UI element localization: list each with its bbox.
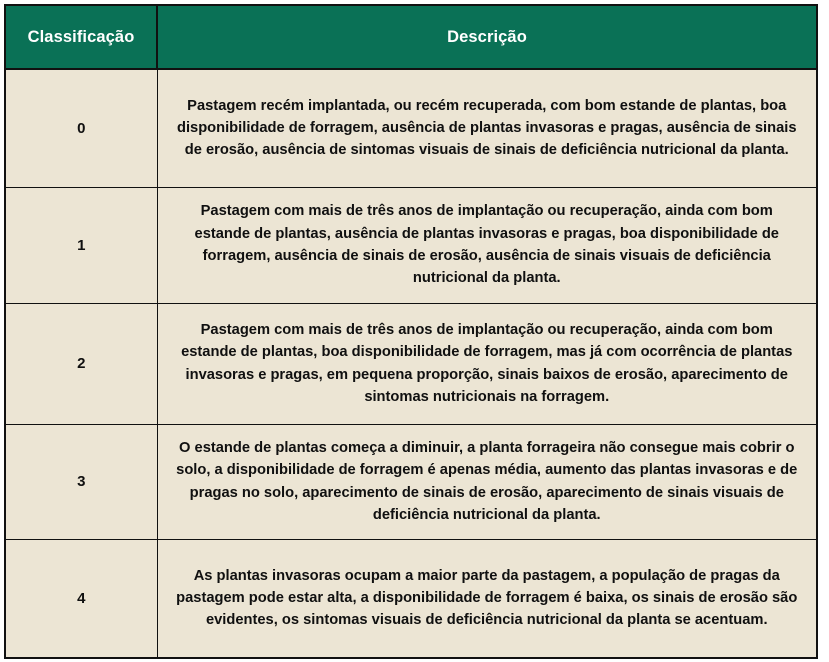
cell-description: Pastagem com mais de três anos de implantação ou recuperação, ainda com bom estande de plantas, ausência de plantas invasoras e pragas, boa disponibilidade de forragem, ausência de sinais de erosão, ausência de sinais visuais de deficiência nutricional da planta. — [157, 187, 817, 303]
cell-classification: 1 — [5, 187, 157, 303]
cell-description: Pastagem recém implantada, ou recém recuperada, com bom estande de plantas, boa disponibilidade de forragem, ausência de plantas invasoras e pragas, ausência de sinais de erosão, ausência de sintomas visuais de sinais de deficiência nutricional da planta. — [157, 69, 817, 187]
table-header — [5, 5, 817, 69]
table-row — [5, 187, 817, 303]
column-header-description: Descrição — [157, 5, 817, 69]
table-row — [5, 69, 817, 187]
cell-description: Pastagem com mais de três anos de implantação ou recuperação, ainda com bom estande de plantas, boa disponibilidade de forragem, mas já com ocorrência de plantas invasoras e pragas, em pequena proporção, sinais baixos de erosão, aparecimento de sintomas nutricionais na forragem. — [157, 303, 817, 424]
cell-description: As plantas invasoras ocupam a maior parte da pastagem, a população de pragas da pastagem pode estar alta, a disponibilidade de forragem é baixa, os sinais de erosão são evidentes, os sintomas visuais de deficiência nutricional da planta se acentuam. — [157, 539, 817, 658]
cell-classification: 3 — [5, 424, 157, 539]
cell-description: O estande de plantas começa a diminuir, a planta forrageira não consegue mais cobrir o solo, a disponibilidade de forragem é apenas média, aumento das plantas invasoras e de pragas no solo, aparecimento de sinais de erosão, aparecimento de sinais visuais de deficiência nutricional da planta. — [157, 424, 817, 539]
cell-classification: 2 — [5, 303, 157, 424]
table-row — [5, 424, 817, 539]
pasture-classification-table — [4, 4, 818, 659]
cell-classification: 4 — [5, 539, 157, 658]
cell-classification: 0 — [5, 69, 157, 187]
header-row — [5, 5, 817, 69]
table-row — [5, 539, 817, 658]
classification-table-container — [4, 4, 818, 655]
table-body — [5, 69, 817, 658]
table-row — [5, 303, 817, 424]
column-header-classification: Classificação — [5, 5, 157, 69]
